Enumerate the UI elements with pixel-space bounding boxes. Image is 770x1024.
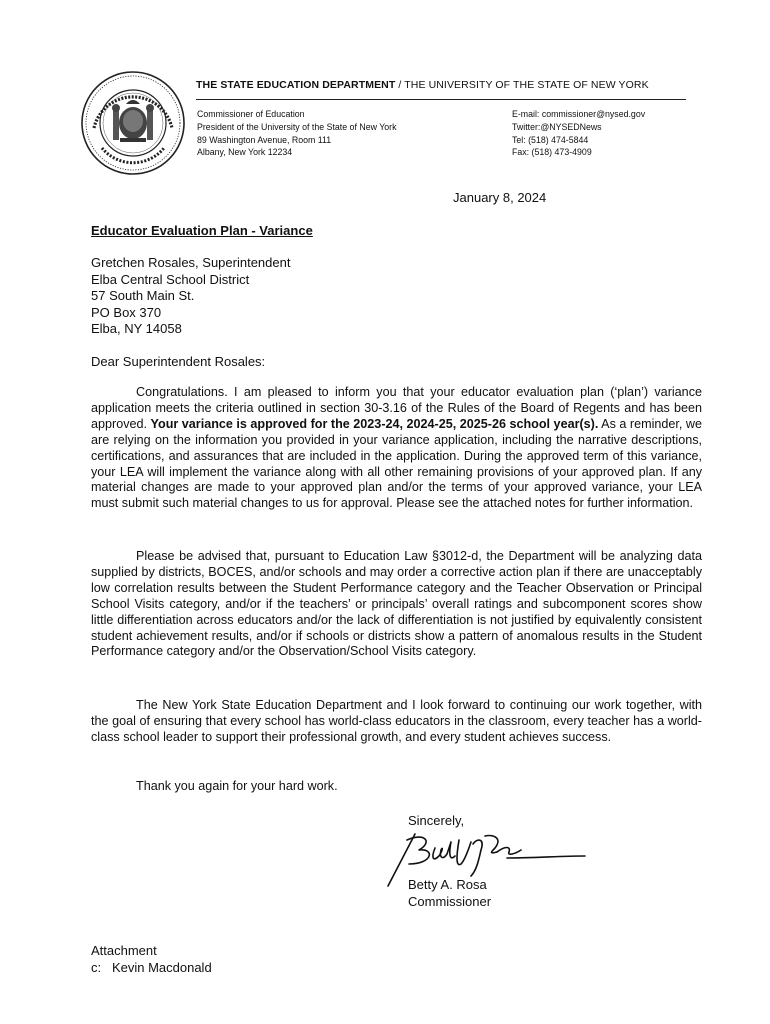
- recipient-line: Elba, NY 14058: [91, 321, 182, 336]
- cc-line: c: Kevin Macdonald: [91, 960, 212, 975]
- letter-subject: Educator Evaluation Plan - Variance: [91, 223, 313, 238]
- letter-footer: [91, 942, 212, 976]
- closing: Sincerely,: [408, 813, 465, 828]
- recipient-address: [91, 255, 290, 338]
- letter-date: January 8, 2024: [453, 190, 547, 205]
- office-line: Albany, New York 12234: [197, 147, 293, 158]
- letterhead-divider: [196, 99, 686, 100]
- paragraph-text: Please be advised that, pursuant to Education Law §3012-d, the Department will be analyzing data supplied by districts, BOCES, and/or schools and may order a corrective action plan if there are unacceptably low correlation results between the Student Performance category and the Teacher Observation or Principal School Visits category, and/or if the teachers’ or principals’ overall ratings and subcomponent scores show little differentiation across educators and/or the lack of differentiation is not justified by equivalently consistent student achievement results, and/or if schools or districts show a pattern of anomalous results in the Student Performance category and/or the Observation/School Visits category.: [91, 549, 702, 659]
- recipient-line: 57 South Main St.: [91, 288, 195, 303]
- office-line: 89 Washington Avenue, Room 111: [197, 134, 332, 145]
- body-paragraph-2: [91, 549, 702, 660]
- recipient-line: Elba Central School District: [91, 271, 250, 287]
- paragraph-text: Thank you again for your hard work.: [136, 779, 338, 793]
- office-line: President of the University of the State of New York: [197, 121, 397, 132]
- paragraph-text: The New York State Education Department and I look forward to continuing our work together, with the goal of ensuring that every school has world-class educators in the classroom, every teacher has a world-class school leader to support their professional growth, and every student achieves success.: [91, 698, 702, 744]
- contact-tel: Tel: (518) 474-5844: [512, 134, 589, 145]
- body-paragraph-4: [91, 779, 702, 795]
- body-paragraph-1: [91, 385, 702, 512]
- paragraph-text: As a reminder, we are relying on the information you provided in your variance application, including the narrative descriptions, certifications, and assurances that are included in the application. During the approved term of this variance, your LEA will implement the variance along with all other remaining provisions of your approved plan. If any material changes are made to your approved plan and/or the terms of your approved variance, your LEA must submit such material changes to us for approval. Please see the attached notes for further information.: [91, 416, 703, 511]
- body-paragraph-3: [91, 698, 702, 746]
- state-university-seal: [80, 70, 186, 176]
- recipient-line: Gretchen Rosales, Superintendent: [91, 255, 291, 270]
- letterhead-title-rest: / THE UNIVERSITY OF THE STATE OF NEW YORK: [395, 79, 649, 91]
- approval-statement: Your variance is approved for the 2023-24, 2024-25, 2025-26 school year(s).: [150, 416, 599, 431]
- letterhead-contact-info: [512, 108, 645, 159]
- letterhead-title: [196, 79, 686, 91]
- letterhead-title-bold: THE STATE EDUCATION DEPARTMENT: [196, 79, 396, 91]
- contact-twitter: Twitter:@NYSEDNews: [512, 121, 602, 132]
- signer-block: [408, 877, 491, 910]
- signer-title: Commissioner: [408, 893, 492, 909]
- contact-fax: Fax: (518) 473-4909: [512, 147, 592, 158]
- signer-name: Betty A. Rosa: [408, 877, 487, 892]
- recipient-line: PO Box 370: [91, 304, 162, 320]
- office-line: Commissioner of Education: [197, 109, 305, 119]
- letterhead-office-info: [197, 108, 397, 159]
- attachment-note: Attachment: [91, 943, 157, 958]
- paragraph-text: Congratulations. I am pleased to inform you that your educator evaluation plan (‘plan’) variance application meets the criteria outlined in section 30-3.16 of the Rules of the Board of Regents and has been approved.: [91, 385, 702, 431]
- salutation: Dear Superintendent Rosales:: [91, 354, 266, 369]
- contact-email: E-mail: commissioner@nysed.gov: [512, 109, 646, 119]
